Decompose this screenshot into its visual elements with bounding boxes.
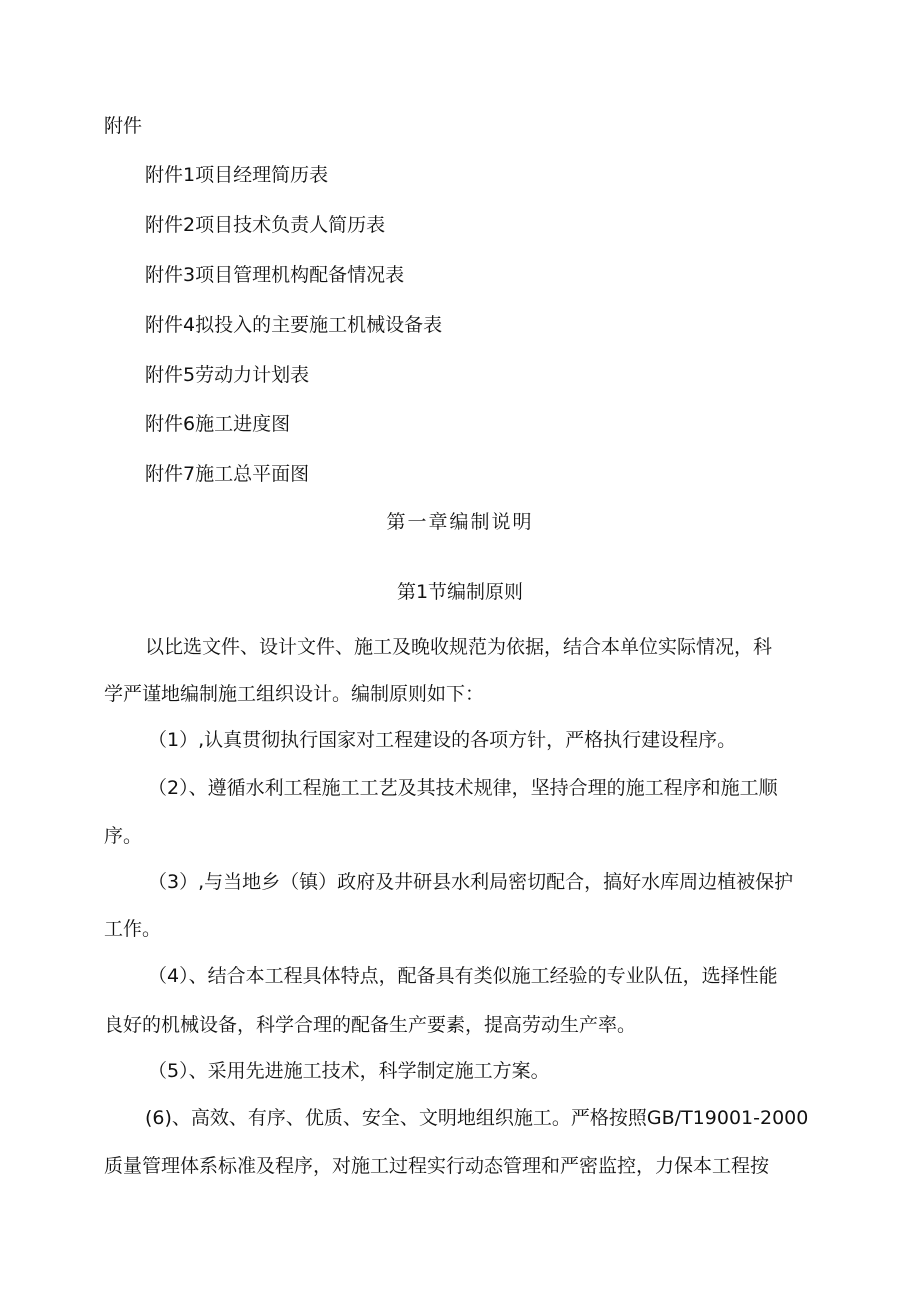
principle-3-line-1: （3）,与当地乡（镇）政府及井研县水利局密切配合，搞好水库周边植被保护: [148, 871, 794, 893]
chapter-title: 第一章编制说明: [386, 511, 534, 533]
intro-paragraph-line-2: 学严谨地编制施工组织设计。编制原则如下：: [104, 683, 485, 705]
attachment-item-1: 附件1项目经理简历表: [145, 164, 329, 186]
principle-1-line-1: （1）,认真贯彻执行国家对工程建设的各项方针，严格执行建设程序。: [148, 729, 737, 751]
intro-paragraph-line-1: 以比选文件、设计文件、施工及晚收规范为依据，结合本单位实际情况，科: [145, 636, 773, 658]
attachments-heading: 附件: [104, 115, 143, 137]
principle-5-line-1: （5）、采用先进施工技术，科学制定施工方案。: [148, 1060, 550, 1082]
principle-6-line-1: (6)、高效、有序、优质、安全、文明地组织施工。严格按照GB/T19001-2000: [145, 1107, 809, 1129]
principle-6-line-2: 质量管理体系标准及程序，对施工过程实行动态管理和严密监控，力保本工程按: [104, 1155, 770, 1177]
attachment-item-6: 附件6施工进度图: [145, 413, 291, 435]
principle-2-line-1: （2）、遵循水利工程施工工艺及其技术规律，坚持合理的施工程序和施工顺: [148, 777, 778, 799]
attachment-item-5: 附件5劳动力计划表: [145, 364, 310, 386]
attachment-item-3: 附件3项目管理机构配备情况表: [145, 264, 405, 286]
principle-3-line-2: 工作。: [104, 918, 162, 940]
attachment-item-2: 附件2项目技术负责人简历表: [145, 214, 386, 236]
attachment-item-7: 附件7施工总平面图: [145, 463, 310, 485]
principle-4-line-2: 良好的机械设备，科学合理的配备生产要素，提高劳动生产率。: [104, 1014, 637, 1036]
section-title: 第1节编制原则: [396, 581, 524, 603]
principle-2-line-2: 序。: [104, 825, 143, 847]
attachment-item-4: 附件4拟投入的主要施工机械设备表: [145, 314, 443, 336]
principle-4-line-1: （4）、结合本工程具体特点，配备具有类似施工经验的专业队伍，选择性能: [148, 965, 778, 987]
